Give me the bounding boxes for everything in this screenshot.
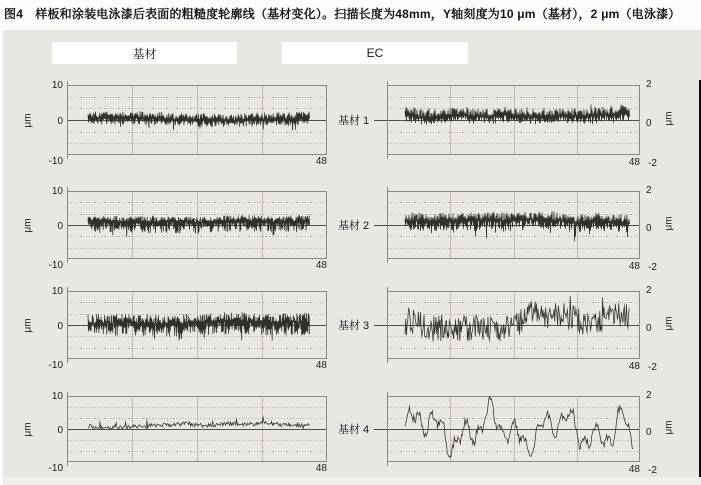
row-label: 基材 1 — [338, 115, 370, 127]
y-tick-label-zero: 0 — [57, 221, 63, 232]
axis-tick — [387, 462, 388, 466]
axis-tick — [67, 287, 68, 291]
axis-tick — [387, 392, 388, 396]
y-unit-label: μm — [663, 420, 675, 435]
column-header-ec-label: EC — [366, 46, 384, 60]
zero-leader-line — [374, 225, 387, 226]
y-tick-label-top: 2 — [646, 79, 652, 90]
x-end-label: 48 — [628, 361, 640, 372]
profile-canvas — [387, 396, 640, 462]
x-end-label: 48 — [628, 261, 640, 272]
profile-canvas — [67, 191, 327, 259]
column-header-ec — [282, 42, 468, 64]
y-tick-label-bottom: -2 — [648, 465, 657, 476]
ec-plot — [387, 396, 640, 462]
y-tick-label-bottom: -2 — [648, 158, 657, 169]
bottom-strip — [3, 477, 701, 485]
y-unit-label: μm — [22, 113, 34, 128]
profile-canvas — [387, 85, 640, 155]
zero-leader-line — [374, 325, 387, 326]
axis-tick — [387, 259, 388, 263]
axis-tick — [387, 287, 388, 291]
axis-tick — [387, 155, 388, 159]
y-unit-label: μm — [22, 318, 34, 333]
y-tick-label-bottom: -10 — [48, 463, 63, 474]
y-unit-label: μm — [663, 111, 675, 126]
y-tick-label-zero: 0 — [646, 427, 652, 438]
x-end-label: 48 — [315, 260, 327, 271]
axis-tick — [387, 81, 388, 85]
y-tick-label-top: 2 — [646, 390, 652, 401]
y-tick-label-top: 10 — [51, 391, 63, 402]
profile-canvas — [67, 396, 327, 462]
axis-tick — [67, 81, 68, 85]
substrate-plot — [67, 191, 327, 259]
substrate-plot — [67, 85, 327, 155]
ec-plot — [387, 291, 640, 359]
axis-tick — [387, 359, 388, 363]
zero-leader-line — [374, 120, 387, 121]
axis-tick — [67, 392, 68, 396]
column-header-substrate — [52, 42, 237, 64]
x-end-label: 48 — [315, 360, 327, 371]
ec-plot — [387, 85, 640, 155]
y-unit-label: μm — [663, 216, 675, 231]
profile-canvas — [387, 191, 640, 259]
profile-canvas — [67, 85, 327, 155]
ec-plot — [387, 191, 640, 259]
substrate-plot — [67, 396, 327, 462]
axis-tick — [67, 259, 68, 263]
y-tick-label-top: 2 — [646, 285, 652, 296]
y-tick-label-zero: 0 — [646, 223, 652, 234]
y-tick-label-top: 2 — [646, 185, 652, 196]
axis-tick — [67, 359, 68, 363]
axis-tick — [387, 187, 388, 191]
zero-leader-line — [374, 429, 387, 430]
axis-tick — [67, 155, 68, 159]
y-tick-label-top: 10 — [51, 80, 63, 91]
figure-panel — [3, 30, 701, 477]
y-unit-label: μm — [663, 316, 675, 331]
profile-canvas — [67, 291, 327, 359]
profile-canvas — [387, 291, 640, 359]
y-tick-label-bottom: -2 — [648, 362, 657, 373]
y-tick-label-zero: 0 — [57, 321, 63, 332]
x-end-label: 48 — [315, 156, 327, 167]
substrate-plot — [67, 291, 327, 359]
row-label: 基材 3 — [338, 320, 370, 332]
y-tick-label-top: 10 — [51, 286, 63, 297]
column-header-substrate-label: 基材 — [132, 46, 157, 61]
y-unit-label: μm — [22, 218, 34, 233]
figure-caption: 图4 样板和涂装电泳漆后表面的粗糙度轮廓线（基材变化）。扫描长度为48mm，Y轴刻度为10 μm（基材），2 μm（电泳漆） — [4, 7, 681, 21]
axis-tick — [67, 462, 68, 466]
y-tick-label-top: 10 — [51, 186, 63, 197]
x-end-label: 48 — [628, 464, 640, 475]
axis-tick — [67, 187, 68, 191]
y-unit-label: μm — [22, 422, 34, 437]
row-label: 基材 4 — [338, 424, 370, 436]
y-tick-label-zero: 0 — [646, 323, 652, 334]
row-label: 基材 2 — [338, 220, 370, 232]
y-tick-label-zero: 0 — [57, 425, 63, 436]
x-end-label: 48 — [628, 157, 640, 168]
x-end-label: 48 — [315, 463, 327, 474]
y-tick-label-zero: 0 — [646, 118, 652, 129]
y-tick-label-bottom: -10 — [48, 360, 63, 371]
y-tick-label-bottom: -2 — [648, 262, 657, 273]
y-tick-label-bottom: -10 — [48, 260, 63, 271]
y-tick-label-bottom: -10 — [48, 156, 63, 167]
y-tick-label-zero: 0 — [57, 116, 63, 127]
